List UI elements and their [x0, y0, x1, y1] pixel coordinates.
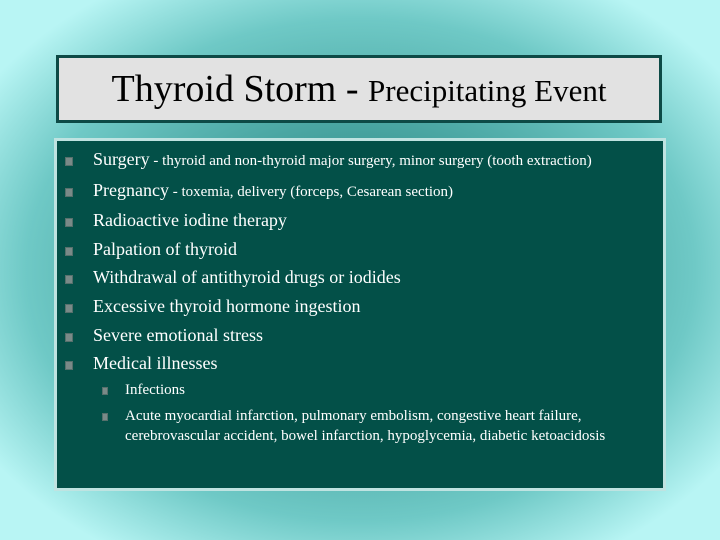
item-head: Pregnancy — [93, 179, 169, 200]
square-bullet-icon — [65, 333, 73, 342]
title-main: Thyroid Storm - — [111, 68, 368, 110]
square-bullet-icon — [65, 361, 73, 370]
sub-item-text: Infections — [125, 382, 185, 399]
content-box — [54, 138, 666, 491]
item-text: Excessive thyroid hormone ingestion — [93, 295, 361, 316]
square-bullet-icon — [102, 413, 108, 421]
item-text: Severe emotional stress — [93, 324, 263, 345]
item-detail: - toxemia, delivery (forceps, Cesarean section) — [168, 183, 454, 200]
item-text: Radioactive iodine therapy — [93, 210, 287, 231]
sub-list-item — [57, 406, 663, 446]
item-text: Withdrawal of antithyroid drugs or iodides — [93, 267, 401, 288]
square-bullet-icon — [65, 157, 73, 166]
item-detail: - thyroid and non-thyroid major surgery, minor surgery (tooth extraction) — [149, 153, 592, 169]
square-bullet-icon — [102, 387, 108, 395]
square-bullet-icon — [65, 304, 73, 313]
square-bullet-icon — [65, 218, 73, 227]
list-item — [57, 210, 663, 231]
list-item-medical-illnesses — [57, 353, 663, 374]
list-item-surgery — [57, 149, 663, 172]
list-item — [57, 267, 663, 288]
square-bullet-icon — [65, 275, 73, 284]
item-head: Surgery — [93, 149, 150, 169]
square-bullet-icon — [65, 247, 73, 256]
slide-title — [112, 70, 607, 108]
title-sub: Precipitating Event — [368, 73, 607, 108]
bullet-list — [57, 149, 663, 452]
item-text: Palpation of thyroid — [93, 238, 237, 259]
list-item-pregnancy — [57, 180, 663, 203]
title-box — [56, 55, 662, 123]
item-text: Medical illnesses — [93, 353, 218, 374]
list-item — [57, 325, 663, 346]
sub-item-text: Acute myocardial infarction, pulmonary embolism, congestive heart failure, cerebrovascular accident, bowel infarction, hypoglycemia, diabetic ketoacidosis — [125, 408, 606, 445]
list-item — [57, 296, 663, 317]
square-bullet-icon — [65, 188, 73, 197]
sub-list-item — [57, 380, 663, 400]
list-item — [57, 239, 663, 260]
